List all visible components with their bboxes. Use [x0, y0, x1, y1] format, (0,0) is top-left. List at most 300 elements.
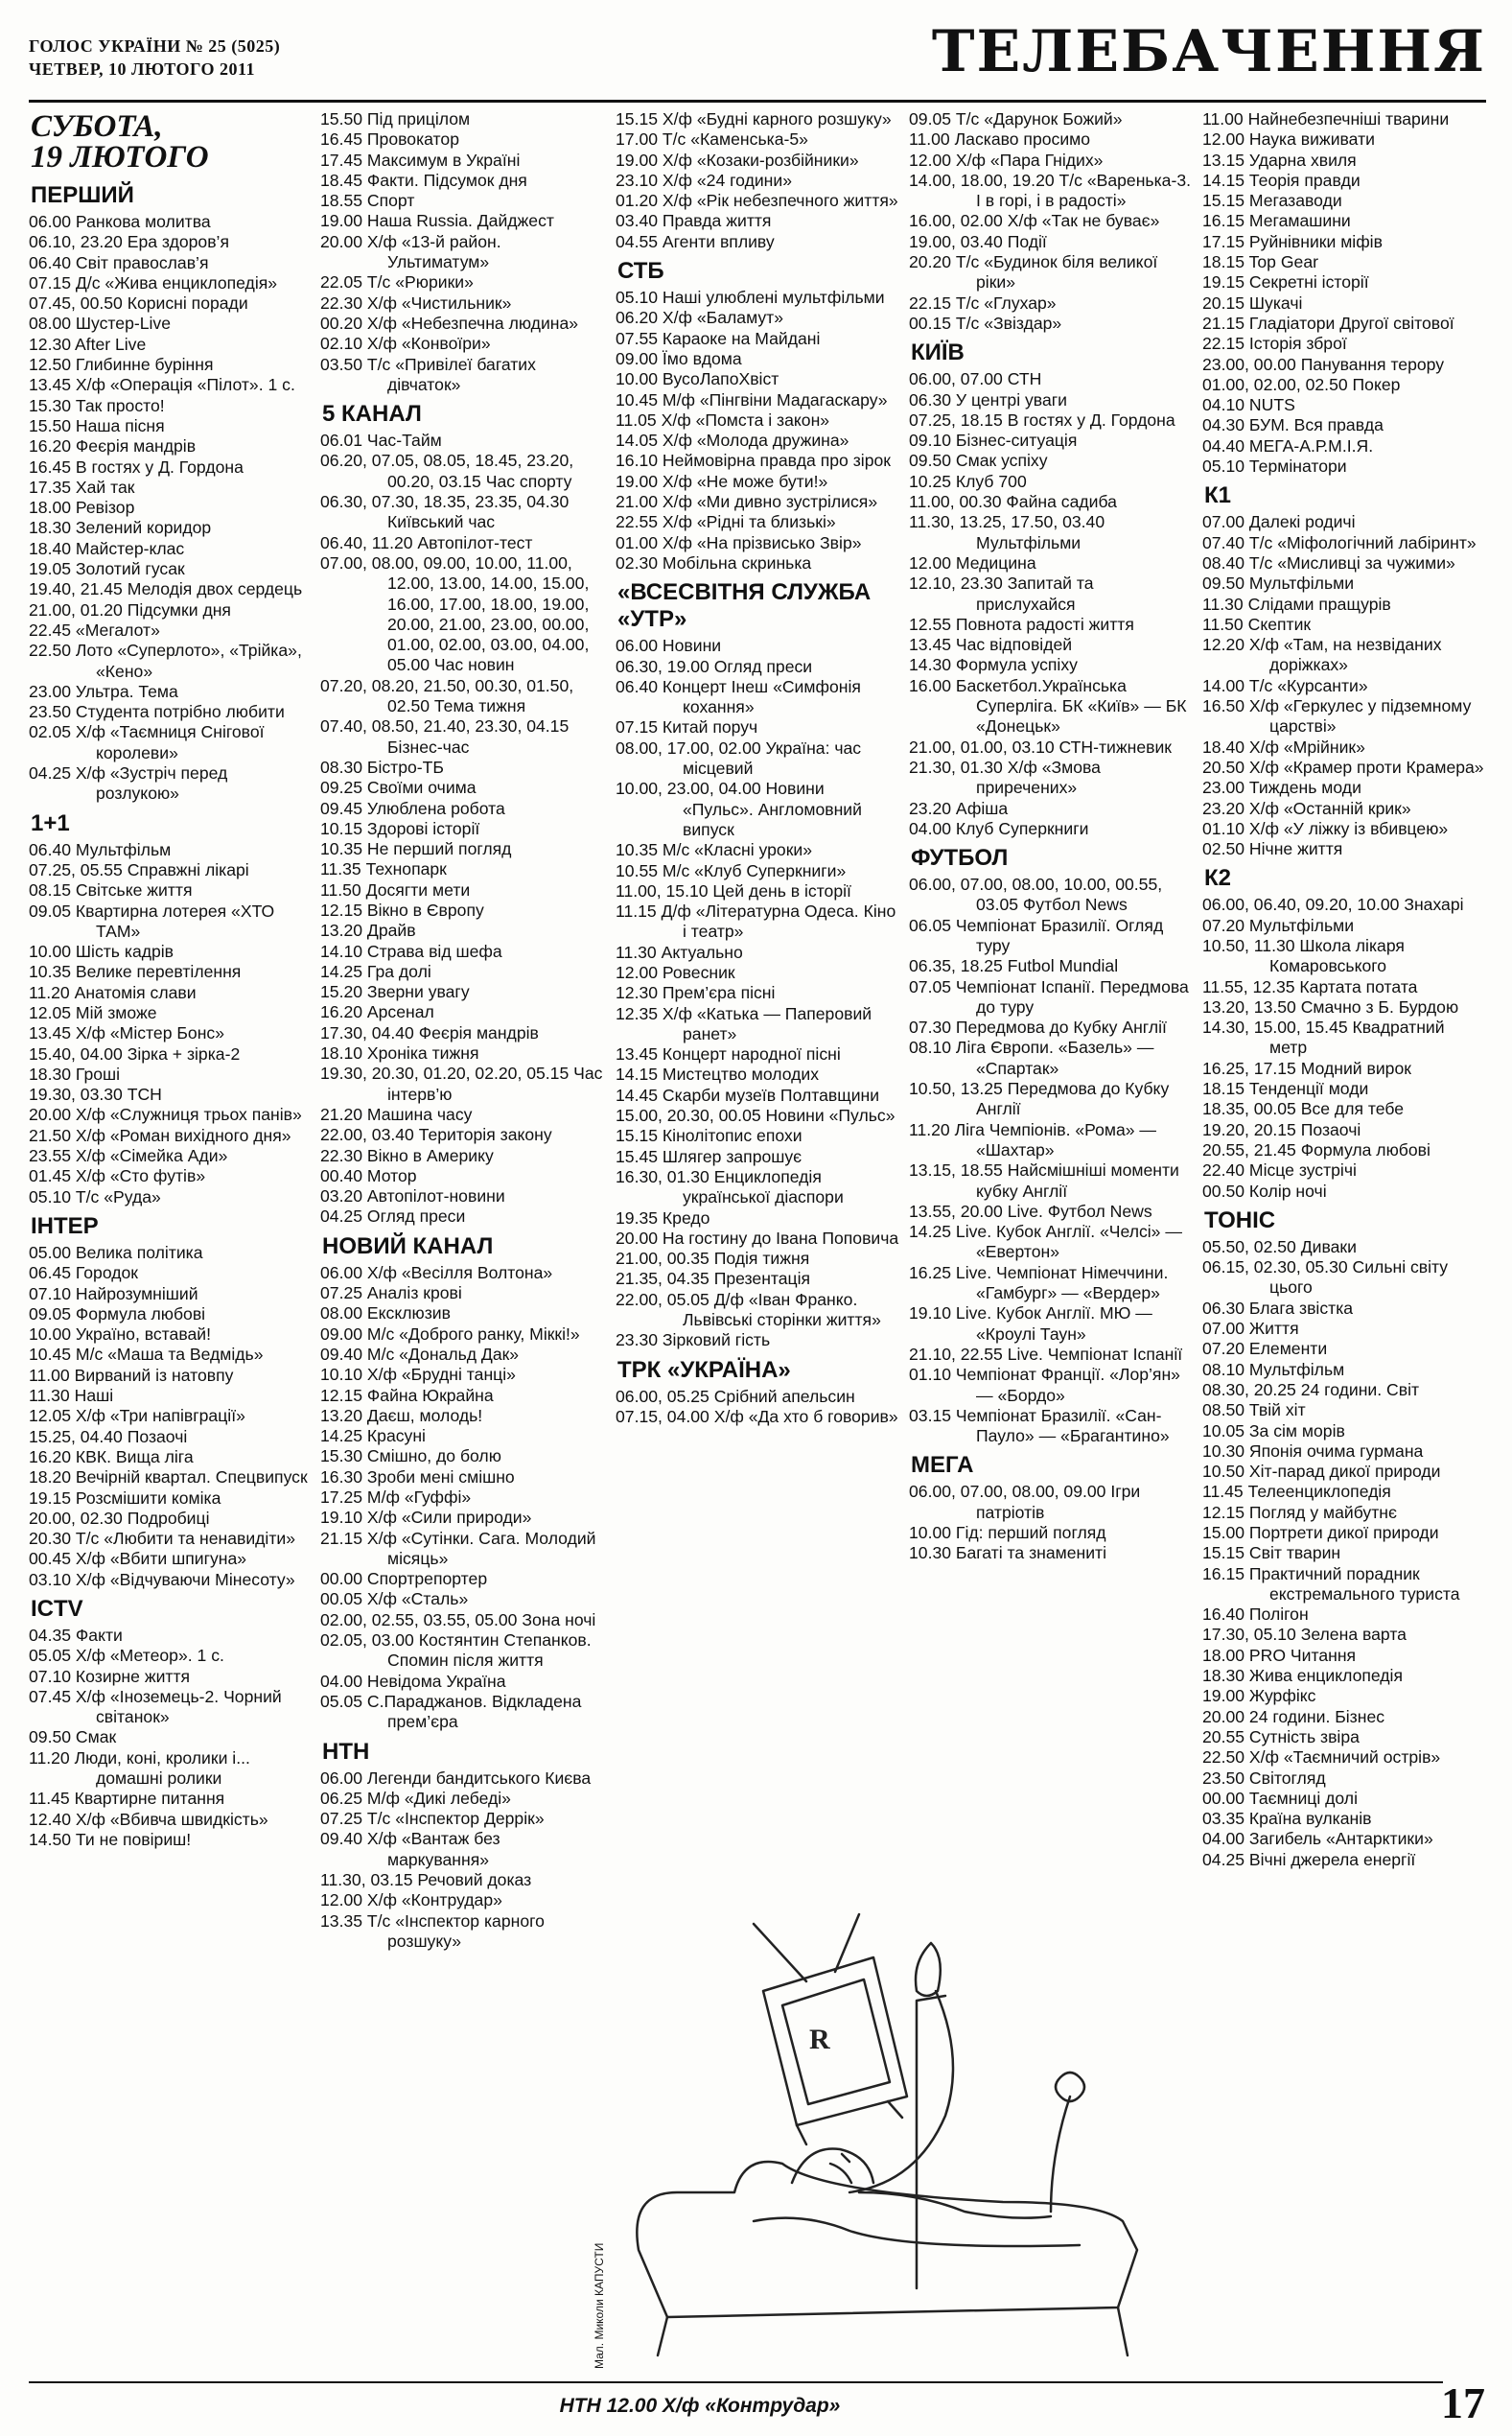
program-entry: 15.15 Світ тварин [1202, 1543, 1341, 1563]
program-entry: 04.25 Вічні джерела енергії [1202, 1849, 1416, 1869]
program-entry: 07.00 Далекі родичі [1202, 512, 1356, 532]
program-entry: 19.20, 20.15 Позаочі [1202, 1119, 1361, 1139]
program-entry: 14.45 Скарби музеїв Полтавщини [616, 1085, 880, 1105]
program-entry: 19.10 Live. Кубок Англії. МЮ — «Кроулі Таун» [909, 1303, 1152, 1344]
program-entry: 11.30 Наші [29, 1386, 114, 1406]
program-entry: 03.10 Х/ф «Відчуваючи Мінесоту» [29, 1569, 295, 1589]
program-entry: 17.25 М/ф «Гуффі» [320, 1487, 472, 1507]
program-entry: 20.50 Х/ф «Крамер проти Крамера» [1202, 757, 1484, 777]
program-entry: 07.40 Т/с «Міфологічний лабіринт» [1202, 532, 1477, 552]
issue-line: ГОЛОС УКРАЇНИ № 25 (5025) [29, 36, 281, 56]
program-entry: 07.20 Елементи [1202, 1339, 1328, 1359]
program-entry: 16.30 Зроби мені смішно [320, 1466, 515, 1487]
program-entry: 07.15 Китай поруч [616, 717, 758, 738]
program-entry: 02.05 Х/ф «Таємниця Снігової королеви» [29, 722, 265, 762]
program-entry: 12.55 Повнота радості життя [909, 614, 1134, 634]
program-entry: 11.30, 13.25, 17.50, 03.40 Мультфільми [909, 512, 1105, 552]
program-entry: 02.30 Мобільна скринька [616, 552, 812, 573]
program-entry: 01.10 Чемпіонат Франції. «Лор’ян» — «Бордо» [909, 1365, 1180, 1405]
program-entry: 19.10 Х/ф «Сили природи» [320, 1508, 532, 1528]
program-entry: 15.00, 20.30, 00.05 Новини «Пульс» [616, 1106, 896, 1126]
program-entry: 19.30, 03.30 ТСН [29, 1085, 162, 1105]
program-entry: 03.50 Т/с «Привілеї багатих дівчаток» [320, 354, 536, 394]
program-entry: 06.00, 07.00, 08.00, 10.00, 00.55, 03.05 Футбол News [909, 875, 1163, 915]
program-entry: 15.00 Портрети дикої природи [1202, 1523, 1439, 1542]
program-entry: 07.00 Життя [1202, 1319, 1299, 1339]
program-entry: 18.30 Гроші [29, 1064, 121, 1084]
program-entry: 21.20 Машина часу [320, 1104, 473, 1124]
program-entry: 07.15, 04.00 Х/ф «Да хто б говорив» [616, 1406, 898, 1426]
program-entry: 01.20 Х/ф «Рік небезпечного життя» [616, 191, 898, 211]
program-entry: 14.50 Ти не повіриш! [29, 1829, 192, 1849]
program-entry: 14.05 Х/ф «Молода дружина» [616, 431, 849, 451]
program-entry: 06.10, 23.20 Ера здоров’я [29, 232, 229, 252]
program-entry: 06.00, 07.00, 08.00, 09.00 Ігри патріотів [909, 1482, 1141, 1522]
channel-heading: МЕГА [911, 1452, 974, 1479]
program-entry: 11.20 Люди, коні, кролики і... домашні ролики [29, 1747, 250, 1789]
program-entry: 16.00 Баскетбол.Українська Суперліга. БК «Київ» — БК «Донецьк» [909, 675, 1187, 737]
program-entry: 09.05 Формула любові [29, 1303, 206, 1323]
program-entry: 07.25, 05.55 Справжні лікарі [29, 859, 249, 879]
program-entry: 16.45 В гостях у Д. Гордона [29, 457, 244, 477]
program-entry: 16.10 Неймовірна правда про зірок [616, 451, 891, 471]
program-entry: 06.05 Чемпіонат Бразилії. Огляд туру [909, 915, 1164, 955]
program-entry: 01.00 Х/ф «На прізвисько Звір» [616, 532, 862, 552]
program-entry: 18.45 Факти. Підсумок дня [320, 170, 527, 190]
program-entry: 07.25 Т/с «Інспектор Деррік» [320, 1809, 545, 1829]
program-entry: 15.15 Кінолітопис епохи [616, 1126, 803, 1146]
program-entry: 07.30 Передмова до Кубку Англії [909, 1018, 1167, 1038]
program-entry: 04.25 Огляд преси [320, 1206, 466, 1227]
program-entry: 07.55 Караоке на Майдані [616, 328, 821, 348]
program-entry: 21.15 Х/ф «Сутінки. Сага. Молодий місяць» [320, 1528, 596, 1568]
program-entry: 10.55 М/с «Клуб Суперкниги» [616, 860, 847, 880]
program-entry: 06.00, 05.25 Срібний апельсин [616, 1386, 855, 1406]
program-entry: 13.45 Час відповідей [909, 635, 1073, 655]
program-entry: 22.00, 05.05 Д/ф «Іван Франко. Львівські сторінки життя» [616, 1289, 881, 1330]
program-entry: 08.15 Світське життя [29, 880, 193, 901]
program-entry: 13.35 Т/с «Інспектор карного розшуку» [320, 1910, 545, 1951]
program-entry: 10.35 Не перший погляд [320, 839, 512, 859]
program-entry: 18.30 Жива енциклопедія [1202, 1666, 1403, 1686]
program-entry: 04.00 Невідома Україна [320, 1671, 506, 1691]
program-entry: 21.00 Х/ф «Ми дивно зустрілися» [616, 492, 878, 512]
program-entry: 10.30 Японія очима гурмана [1202, 1441, 1424, 1461]
program-entry: 13.20 Драйв [320, 921, 416, 941]
program-entry: 14.00, 18.00, 19.20 Т/с «Варенька-3. І в горі, і в радості» [909, 170, 1191, 211]
program-entry: 06.40 Мультфільм [29, 839, 172, 859]
program-entry: 23.50 Світогляд [1202, 1768, 1326, 1788]
program-entry: 04.30 БУМ. Вся правда [1202, 415, 1384, 435]
program-entry: 14.00 Т/с «Курсанти» [1202, 675, 1368, 695]
program-entry: 11.45 Телеенциклопедія [1202, 1482, 1391, 1502]
channel-heading: ICTV [31, 1596, 83, 1622]
program-entry: 06.25 М/ф «Дикі лебеді» [320, 1788, 511, 1808]
program-entry: 05.00 Велика політика [29, 1242, 203, 1262]
program-entry: 20.55, 21.45 Формула любові [1202, 1139, 1431, 1159]
program-entry: 14.10 Страва від шефа [320, 941, 502, 961]
program-entry: 09.50 Мультфільми [1202, 574, 1355, 594]
schedule-column-2 [320, 109, 604, 1952]
program-entry: 06.00, 06.40, 09.20, 10.00 Знахарі [1202, 895, 1464, 915]
program-entry: 19.35 Кредо [616, 1207, 710, 1228]
program-entry: 07.05 Чемпіонат Іспанії. Передмова до туру [909, 976, 1189, 1017]
program-entry: 05.05 Х/ф «Метеор». 1 с. [29, 1646, 224, 1666]
program-entry: 12.30 After Live [29, 334, 147, 354]
program-entry: 07.00, 08.00, 09.00, 10.00, 11.00, 12.00, 13.00, 14.00, 15.00, 16.00, 17.00, 18.00, 19.00, 20.00, 21.00, 23.00, 00.00, 01.00, 02.00, 03.00, 04.00, 05.00 Час новин [320, 552, 590, 675]
program-entry: 04.40 МЕГА-А.Р.М.І.Я. [1202, 435, 1374, 456]
program-entry: 15.25, 04.40 Позаочі [29, 1426, 188, 1446]
program-entry: 00.50 Колір ночі [1202, 1181, 1327, 1201]
schedule-column-3 [616, 109, 899, 1427]
channel-heading: НТН [322, 1738, 370, 1765]
program-entry: 06.30, 19.00 Огляд преси [616, 656, 813, 676]
program-entry: 05.10 Т/с «Руда» [29, 1186, 161, 1206]
program-entry: 19.15 Секретні історії [1202, 272, 1369, 293]
program-entry: 12.15 Вікно в Європу [320, 900, 484, 920]
program-entry: 20.00 На гостину до Івана Поповича [616, 1228, 899, 1248]
masthead [29, 18, 1486, 98]
program-entry: 07.15 Д/с «Жива енциклопедія» [29, 272, 278, 293]
program-entry: 12.50 Глибинне буріння [29, 355, 214, 375]
program-entry: 08.10 Ліга Європи. «Базель» — «Спартак» [909, 1038, 1154, 1078]
program-entry: 14.15 Мистецтво молодих [616, 1065, 820, 1085]
program-entry: 13.20, 13.50 Смачно з Б. Бурдою [1202, 996, 1459, 1017]
program-entry: 20.00 Х/ф «13-й район. Ультиматум» [320, 231, 501, 272]
program-entry: 10.05 За сім морів [1202, 1420, 1345, 1441]
program-entry: 12.10, 23.30 Запитай та прислухайся [909, 574, 1094, 614]
program-entry: 19.00, 03.40 Події [909, 231, 1047, 251]
program-entry: 12.05 Х/ф «Три напівграції» [29, 1406, 245, 1426]
cartoon-credit: Мал. Миколи КАПУСТИ [593, 2242, 606, 2369]
program-entry: 16.15 Практичний порадник екстремального туриста [1202, 1563, 1460, 1604]
program-entry: 03.20 Автопілот-новини [320, 1186, 505, 1206]
program-entry: 11.50 Скептик [1202, 614, 1312, 634]
program-entry: 15.50 Під прицілом [320, 109, 471, 129]
program-entry: 08.30 Бістро-ТБ [320, 757, 444, 777]
channel-heading: ПЕРШИЙ [31, 182, 134, 208]
program-entry: 15.30 Так просто! [29, 395, 165, 415]
program-entry: 07.45, 00.50 Корисні поради [29, 293, 248, 314]
program-entry: 20.00, 02.30 Подробиці [29, 1508, 210, 1528]
program-entry: 15.50 Наша пісня [29, 415, 165, 435]
program-entry: 00.45 Х/ф «Вбити шпигуна» [29, 1549, 247, 1569]
program-entry: 06.00 Новини [616, 636, 722, 656]
program-entry: 11.55, 12.35 Картата потата [1202, 976, 1418, 996]
program-entry: 12.00 Ровесник [616, 962, 735, 982]
program-entry: 11.20 Анатомія слави [29, 982, 197, 1002]
program-entry: 18.10 Хроніка тижня [320, 1043, 479, 1064]
program-entry: 12.00 Медицина [909, 552, 1036, 573]
program-entry: 17.45 Максимум в Україні [320, 150, 521, 170]
program-entry: 16.00, 02.00 Х/ф «Так не буває» [909, 211, 1160, 231]
program-entry: 03.40 Правда життя [616, 211, 772, 231]
program-entry: 10.50 Хіт-парад дикої природи [1202, 1462, 1441, 1482]
program-entry: 07.40, 08.50, 21.40, 23.30, 04.15 Бізнес-час [320, 716, 570, 757]
program-entry: 11.20 Ліга Чемпіонів. «Рома» — «Шахтар» [909, 1119, 1157, 1159]
program-entry: 21.35, 04.35 Презентація [616, 1269, 811, 1289]
program-entry: 14.15 Теорія правди [1202, 170, 1361, 190]
program-entry: 09.10 Бізнес-ситуація [909, 431, 1078, 451]
program-entry: 19.00 Х/ф «Не може бути!» [616, 471, 828, 491]
issue-info [29, 35, 280, 81]
schedule-column-5 [1202, 109, 1486, 1870]
day-title [31, 111, 313, 173]
program-entry: 14.25 Гра долі [320, 961, 431, 981]
channel-heading: ТОНІС [1204, 1206, 1276, 1233]
program-entry: 16.20 Феєрія мандрів [29, 436, 197, 457]
program-entry: 22.00, 03.40 Територія закону [320, 1125, 552, 1145]
program-entry: 00.00 Таємниці долі [1202, 1788, 1358, 1808]
program-entry: 09.05 Т/с «Дарунок Божий» [909, 109, 1123, 129]
program-entry: 05.50, 02.50 Диваки [1202, 1236, 1357, 1256]
program-entry: 15.30 Смішно, до болю [320, 1446, 501, 1466]
program-entry: 21.50 Х/ф «Роман вихідного дня» [29, 1125, 291, 1145]
program-entry: 18.20 Вечірній квартал. Спецвипуск [29, 1467, 308, 1487]
program-entry: 06.00 Ранкова молитва [29, 212, 211, 231]
program-entry: 23.55 Х/ф «Сімейка Ади» [29, 1146, 228, 1166]
program-entry: 09.00 М/с «Доброго ранку, Міккі!» [320, 1323, 580, 1344]
program-entry: 03.35 Країна вулканів [1202, 1809, 1372, 1829]
program-entry: 06.40 Світ православ’я [29, 252, 209, 272]
program-entry: 20.30 Т/с «Любити та ненавидіти» [29, 1529, 295, 1549]
program-entry: 10.00 Україно, вставай! [29, 1324, 211, 1345]
program-entry: 22.30 Вікно в Америку [320, 1145, 494, 1165]
program-entry: 21.00, 01.00, 03.10 СТН-тижневик [909, 737, 1172, 757]
program-entry: 11.30 Слідами пращурів [1202, 594, 1391, 614]
program-entry: 11.05 Х/ф «Помста і закон» [616, 410, 830, 430]
program-entry: 17.35 Хай так [29, 477, 135, 497]
program-entry: 23.30 Зірковий гість [616, 1330, 771, 1350]
program-entry: 10.45 М/ф «Пінгвіни Мадагаскару» [616, 389, 888, 410]
program-entry: 12.20 Х/ф «Там, на незвіданих доріжках» [1202, 635, 1442, 675]
program-entry: 13.45 Х/ф «Операція «Пілот». 1 с. [29, 375, 295, 395]
program-entry: 04.10 NUTS [1202, 395, 1295, 415]
program-entry: 17.00 Т/с «Каменська-5» [616, 129, 808, 150]
tv-screen-letter: R [809, 2024, 830, 2055]
program-entry: 10.50, 11.30 Школа лікаря Комаровського [1202, 935, 1405, 976]
program-entry: 09.45 Улюблена робота [320, 798, 505, 818]
program-entry: 08.40 Т/с «Мисливці за чужими» [1202, 552, 1455, 573]
program-entry: 10.30 Багаті та знамениті [909, 1543, 1107, 1563]
program-entry: 11.00 Ласкаво просимо [909, 129, 1091, 150]
program-entry: 00.40 Мотор [320, 1165, 417, 1185]
channel-heading: КИЇВ [911, 340, 965, 366]
program-entry: 06.20 Х/ф «Баламут» [616, 308, 784, 328]
program-entry: 16.15 Мегамашини [1202, 211, 1351, 231]
program-entry: 06.40, 11.20 Автопілот-тест [320, 532, 533, 552]
channel-heading: НОВИЙ КАНАЛ [322, 1232, 494, 1259]
program-entry: 11.00, 00.30 Файна садиба [909, 492, 1117, 512]
program-entry: 15.45 Шлягер запрошує [616, 1146, 803, 1166]
program-entry: 06.45 Городок [29, 1263, 138, 1283]
program-entry: 07.45 Х/ф «Іноземець-2. Чорний світанок» [29, 1686, 282, 1727]
program-entry: 09.50 Смак успіху [909, 451, 1048, 471]
program-entry: 09.25 Своїми очима [320, 778, 477, 798]
program-entry: 18.35, 00.05 Все для тебе [1202, 1099, 1404, 1119]
program-entry: 10.25 Клуб 700 [909, 471, 1027, 491]
program-entry: 22.45 «Мегалот» [29, 620, 160, 640]
program-entry: 20.00 24 години. Бізнес [1202, 1706, 1385, 1726]
program-entry: 12.05 Мій зможе [29, 1002, 157, 1022]
program-entry: 23.20 Х/ф «Останній крик» [1202, 798, 1411, 818]
program-entry: 08.00 Шустер-Live [29, 314, 172, 334]
program-entry: 08.00 Ексклюзив [320, 1303, 451, 1323]
program-entry: 14.25 Live. Кубок Англії. «Челсі» — «Евертон» [909, 1222, 1182, 1262]
section-title: ТЕЛЕБАЧЕННЯ [931, 18, 1486, 85]
top-rule [29, 100, 1486, 103]
page-number: 17 [1441, 2378, 1485, 2427]
program-entry: 02.50 Нічне життя [1202, 839, 1343, 859]
program-entry: 05.10 Термінатори [1202, 457, 1347, 477]
program-entry: 13.15, 18.55 Найсмішніші моменти кубку Англії [909, 1160, 1179, 1201]
program-entry: 19.00 Наша Russia. Дайджест [320, 211, 554, 231]
program-entry: 10.00 ВусоЛапоХвіст [616, 369, 779, 389]
program-entry: 22.15 Історія зброї [1202, 334, 1347, 354]
program-entry: 09.05 Квартирна лотерея «ХТО ТАМ» [29, 901, 275, 941]
program-entry: 18.00 PRO Читання [1202, 1645, 1357, 1665]
program-entry: 11.30, 03.15 Речовий доказ [320, 1870, 532, 1890]
program-entry: 20.55 Сутність звіра [1202, 1726, 1360, 1746]
program-entry: 07.10 Козирне життя [29, 1666, 191, 1686]
program-entry: 12.00 Х/ф «Контрудар» [320, 1890, 502, 1910]
day-title-weekday: СУБОТА, [31, 109, 163, 144]
program-entry: 21.00, 01.20 Підсумки дня [29, 599, 231, 620]
program-entry: 16.25, 17.15 Модний вирок [1202, 1058, 1411, 1078]
program-entry: 07.10 Найрозумніший [29, 1283, 198, 1303]
channel-heading: «ВСЕСВІТНЯ СЛУЖБА «УТР» [617, 579, 872, 633]
program-entry: 09.00 Їмо вдома [616, 348, 742, 368]
program-entry: 08.00, 17.00, 02.00 Україна: час місцевий [616, 738, 862, 779]
program-entry: 10.35 М/с «Класні уроки» [616, 840, 813, 860]
channel-heading: 5 КАНАЛ [322, 401, 422, 428]
program-entry: 19.00 Х/ф «Козаки-розбійники» [616, 150, 859, 170]
channel-heading: ТРК «УКРАЇНА» [617, 1356, 791, 1383]
program-entry: 23.00 Тиждень моди [1202, 778, 1361, 798]
program-entry: 22.40 Місце зустрічі [1202, 1160, 1357, 1181]
program-entry: 10.50, 13.25 Передмова до Кубку Англії [909, 1079, 1170, 1119]
program-entry: 04.00 Загибель «Антарктики» [1202, 1829, 1433, 1849]
program-entry: 05.05 С.Параджанов. Відкладена прем’єра [320, 1691, 582, 1732]
program-entry: 23.00 Ультра. Тема [29, 681, 178, 701]
program-entry: 15.40, 04.00 Зірка + зірка-2 [29, 1043, 241, 1064]
program-entry: 09.40 М/с «Дональд Дак» [320, 1344, 520, 1364]
program-entry: 10.15 Здорові історії [320, 818, 480, 838]
program-entry: 17.30, 04.40 Феєрія мандрів [320, 1022, 539, 1042]
program-entry: 08.30, 20.25 24 години. Світ [1202, 1379, 1420, 1399]
program-entry: 13.55, 20.00 Live. Футбол News [909, 1201, 1152, 1221]
program-entry: 04.35 Факти [29, 1626, 123, 1645]
program-entry: 02.05, 03.00 Костянтин Степанков. Спомин після життя [320, 1630, 592, 1671]
program-entry: 13.15 Ударна хвиля [1202, 150, 1357, 170]
program-entry: 10.00 Шість кадрів [29, 942, 174, 962]
program-entry: 12.35 Х/ф «Катька — Паперовий ранет» [616, 1003, 872, 1043]
program-entry: 06.00, 07.00 СТН [909, 369, 1042, 389]
program-entry: 23.10 Х/ф «24 години» [616, 170, 792, 190]
program-entry: 06.40 Концерт Інеш «Симфонія кохання» [616, 676, 861, 717]
program-entry: 18.15 Top Gear [1202, 252, 1318, 272]
program-entry: 01.45 Х/ф «Сто футів» [29, 1166, 206, 1186]
program-entry: 11.30 Актуально [616, 942, 743, 962]
program-entry: 17.15 Руйнівники міфів [1202, 231, 1383, 251]
program-entry: 20.20 Т/с «Будинок біля великої ріки» [909, 252, 1158, 293]
program-entry: 00.15 Т/с «Звіздар» [909, 313, 1062, 333]
program-entry: 12.00 Наука виживати [1202, 129, 1375, 150]
program-entry: 07.20, 08.20, 21.50, 00.30, 01.50, 02.50 Тема тижня [320, 675, 574, 716]
program-entry: 06.01 Час-Тайм [320, 431, 442, 451]
program-entry: 12.15 Файна Юкрайна [320, 1385, 494, 1405]
program-entry: 18.55 Спорт [320, 191, 415, 211]
program-entry: 09.50 Смак [29, 1727, 117, 1747]
program-entry: 09.40 Х/ф «Вантаж без маркування» [320, 1829, 500, 1869]
cartoon-illustration [600, 1905, 1187, 2365]
program-entry: 18.00 Ревізор [29, 498, 135, 518]
program-entry: 11.50 Досягти мети [320, 879, 471, 900]
program-entry: 01.00, 02.00, 02.50 Покер [1202, 374, 1401, 394]
program-entry: 01.10 Х/ф «У ліжку із вбивцею» [1202, 818, 1449, 838]
channel-heading: К2 [1204, 865, 1231, 892]
program-entry: 20.15 Шукачі [1202, 293, 1303, 313]
program-entry: 14.30 Формула успіху [909, 655, 1078, 675]
program-entry: 23.50 Студента потрібно любити [29, 702, 285, 722]
program-entry: 10.45 М/с «Маша та Ведмідь» [29, 1345, 264, 1365]
footer-promo: НТН 12.00 Х/ф «Контрудар» [559, 2395, 841, 2417]
program-entry: 11.00 Найнебезпечніші тварини [1202, 109, 1450, 129]
program-entry: 22.55 Х/ф «Рідні та близькі» [616, 512, 836, 532]
program-entry: 00.20 Х/ф «Небезпечна людина» [320, 313, 579, 333]
program-entry: 11.45 Квартирне питання [29, 1789, 225, 1809]
program-entry: 07.20 Мультфільми [1202, 915, 1355, 935]
program-entry: 22.15 Т/с «Глухар» [909, 293, 1057, 313]
program-entry: 23.00, 00.00 Панування терору [1202, 354, 1445, 374]
schedule-column-4 [909, 109, 1193, 1564]
program-entry: 10.00 Гід: перший погляд [909, 1523, 1106, 1542]
program-entry: 11.00, 15.10 Цей день в історії [616, 880, 851, 901]
program-entry: 06.20, 07.05, 08.05, 18.45, 23.20, 00.20, 03.15 Час спорту [320, 451, 574, 491]
program-entry: 23.20 Афіша [909, 798, 1009, 818]
cartoon-drawing [600, 1905, 1187, 2365]
program-entry: 05.10 Наші улюблені мультфільми [616, 288, 885, 308]
program-entry: 15.15 Мегазаводи [1202, 191, 1342, 211]
program-entry: 13.45 Х/ф «Містер Бонс» [29, 1023, 224, 1043]
issue-date: ЧЕТВЕР, 10 ЛЮТОГО 2011 [29, 59, 255, 79]
schedule-column-1 [29, 109, 313, 1850]
program-entry: 15.20 Зверни увагу [320, 982, 470, 1002]
program-entry: 11.15 Д/ф «Літературна Одеса. Кіно і театр» [616, 902, 896, 942]
program-entry: 06.30 У центрі уваги [909, 389, 1067, 410]
program-entry: 06.15, 02.30, 05.30 Сильні світу цього [1202, 1257, 1449, 1298]
program-entry: 03.15 Чемпіонат Бразилії. «Сан-Пауло» — «Брагантино» [909, 1405, 1170, 1446]
program-entry: 22.50 Х/ф «Таємничий острів» [1202, 1747, 1441, 1768]
program-entry: 06.30 Блага звістка [1202, 1298, 1354, 1318]
channel-heading: СТБ [617, 258, 664, 285]
program-entry: 18.40 Х/ф «Мрійник» [1202, 737, 1365, 757]
program-entry: 22.50 Лото «Суперлото», «Трійка», «Кено» [29, 641, 302, 681]
program-entry: 18.15 Тенденції моди [1202, 1079, 1369, 1099]
program-entry: 07.25, 18.15 В гостях у Д. Гордона [909, 410, 1175, 430]
program-entry: 16.20 Арсенал [320, 1002, 434, 1022]
program-entry: 00.05 Х/ф «Сталь» [320, 1589, 469, 1609]
program-entry: 16.20 КВК. Вища ліга [29, 1446, 194, 1466]
program-entry: 10.10 Х/ф «Брудні танці» [320, 1365, 516, 1385]
program-entry: 10.35 Велике перевтілення [29, 962, 242, 982]
program-entry: 14.25 Красуні [320, 1426, 426, 1446]
channel-heading: 1+1 [31, 809, 70, 836]
program-entry: 19.05 Золотий гусак [29, 559, 185, 579]
program-entry: 16.30, 01.30 Енциклопедія української діаспори [616, 1166, 844, 1207]
program-entry: 11.00 Вирваний із натовпу [29, 1365, 234, 1385]
program-entry: 16.25 Live. Чемпіонат Німеччини. «Гамбург» — «Вердер» [909, 1262, 1169, 1303]
